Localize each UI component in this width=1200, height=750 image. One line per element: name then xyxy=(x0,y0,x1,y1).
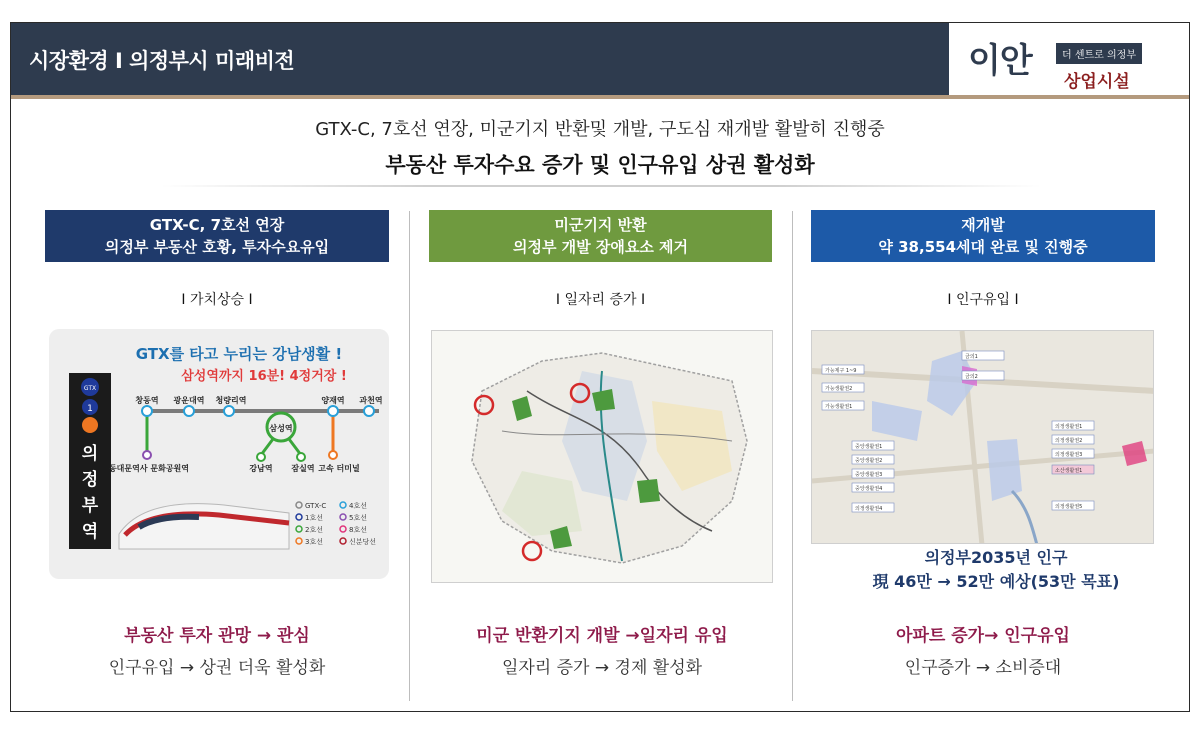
legend-label: 4호선 xyxy=(349,502,367,510)
legend-label: 1호선 xyxy=(305,514,323,522)
zone-label: 가능생활권1 xyxy=(825,404,853,410)
pillar-char-3: 부 xyxy=(81,496,99,516)
gtx-badge-text: GTX xyxy=(83,385,97,392)
station-label: 양재역 xyxy=(321,396,345,405)
banner-military-base xyxy=(429,210,772,262)
legend-marker xyxy=(296,538,302,544)
headline-line2: 부동산 투자수요 증가 및 인구유입 상권 활성화 xyxy=(385,153,815,177)
station-label: 과천역 xyxy=(359,396,383,405)
station-label-terminal: 고속 터미널 xyxy=(318,464,360,473)
station-label: 삼성역 xyxy=(269,424,293,433)
banner-military-line2: 의정부 개발 장애요소 제거 xyxy=(512,238,689,256)
zone-label: 의정생활권4 xyxy=(855,506,883,512)
conclusion-red-1: 부동산 투자 관망 → 관심 xyxy=(124,626,310,646)
legend-marker xyxy=(340,514,346,520)
station-label: 창동역 xyxy=(135,396,159,405)
legend-marker xyxy=(340,502,346,508)
logo-badge: 더 센트로 의정부 xyxy=(1056,43,1142,64)
banner-gtx-line1: GTX-C, 7호선 연장 xyxy=(149,216,285,234)
column-divider-1 xyxy=(409,211,410,701)
banner-redev-line2: 약 38,554세대 완료 및 진행중 xyxy=(878,238,1088,256)
station-label: 광운대역 xyxy=(173,396,205,405)
headline-divider xyxy=(161,185,1041,187)
banner-gtx xyxy=(45,210,389,262)
conclusion-gray-1: 인구유입 → 상권 더욱 활성화 xyxy=(108,658,326,678)
column-divider-2 xyxy=(792,211,793,701)
banner-redevelopment xyxy=(811,210,1155,262)
station-node xyxy=(328,406,338,416)
station-node xyxy=(184,406,194,416)
slide-frame xyxy=(10,22,1190,712)
conclusion-gray-3: 인구증가 → 소비증대 xyxy=(904,658,1062,678)
station-label-gangnam: 강남역 xyxy=(249,464,273,473)
zone xyxy=(987,439,1022,501)
legend-marker xyxy=(340,526,346,532)
legend-label: 3호선 xyxy=(305,538,323,546)
conclusion-red-2: 미군 반환기지 개발 →일자리 유입 xyxy=(476,626,728,646)
station-node xyxy=(364,406,374,416)
legend-marker xyxy=(296,514,302,520)
line1-badge-text: 1 xyxy=(87,404,93,414)
station-node xyxy=(257,453,265,461)
banner-military-line1: 미군기지 반환 xyxy=(554,216,647,234)
station-node xyxy=(224,406,234,416)
zone-label: 가능제구 1~9 xyxy=(825,368,857,374)
headline-line1: GTX-C, 7호선 연장, 미군기지 반환및 개발, 구도심 재개발 활발히 진행중 xyxy=(315,119,885,140)
station-node xyxy=(329,451,337,459)
header-accent-line xyxy=(11,95,1189,99)
redevelopment-map xyxy=(811,330,1154,544)
pillar-value-rise: I 가치상승 I xyxy=(181,292,253,308)
zone-label: 금의2 xyxy=(965,374,978,380)
zone-label: 금의1 xyxy=(965,354,978,360)
legend-label: GTX-C xyxy=(305,502,327,510)
base-site xyxy=(637,479,660,503)
pillar-population: I 인구유입 I xyxy=(947,292,1019,308)
legend-marker xyxy=(296,502,302,508)
station-node xyxy=(142,406,152,416)
gtx-infographic xyxy=(49,329,389,579)
zone-label: 가능생활권2 xyxy=(825,386,853,392)
zone-label: 중앙생활권2 xyxy=(855,458,883,464)
header-bar xyxy=(11,23,949,95)
population-stat-title: 의정부2035년 인구 xyxy=(924,548,1068,567)
legend-label: 5호선 xyxy=(349,514,367,522)
logo-main-text: 이안 xyxy=(968,41,1032,81)
legend-marker xyxy=(340,538,346,544)
logo-subtitle: 상업시설 xyxy=(1064,72,1130,92)
gtx-subtitle: 삼성역까지 16분! 4정거장 ! xyxy=(181,369,347,384)
page-title: 시장환경 I 의정부시 미래비전 xyxy=(29,49,295,73)
gtx-title: GTX를 타고 누리는 강남생활 ! xyxy=(135,345,343,363)
zone-label: 중앙생활권4 xyxy=(855,486,883,492)
station-label-dongdaemun: 동대문역사 문화공원역 xyxy=(108,464,190,473)
zone-label: 의정생활권2 xyxy=(1055,438,1083,444)
station-node xyxy=(143,451,151,459)
pillar-char-2: 정 xyxy=(81,470,99,490)
zone-label: 소산생활권1 xyxy=(1055,468,1083,474)
zone-label: 중앙생활권3 xyxy=(855,472,883,478)
zone-label: 의정생활권1 xyxy=(1055,424,1083,430)
conclusion-gray-2: 일자리 증가 → 경제 활성화 xyxy=(501,658,703,678)
pillar-char-1: 의 xyxy=(81,444,99,464)
zone-label: 의정생활권3 xyxy=(1055,452,1083,458)
legend-marker xyxy=(296,526,302,532)
zone-label: 중앙생활권1 xyxy=(855,444,883,450)
zone-label: 의정생활권5 xyxy=(1055,504,1083,510)
station-node xyxy=(297,453,305,461)
legend-label: 2호선 xyxy=(305,526,323,534)
uijeongbu-map xyxy=(431,330,773,583)
conclusion-red-3: 아파트 증가→ 인구유입 xyxy=(896,626,1070,646)
line-orange-badge-icon xyxy=(82,417,98,433)
population-stat-value: 現 46만 → 52만 예상(53만 목표) xyxy=(872,572,1120,591)
banner-gtx-line2: 의정부 부동산 호황, 투자수요유입 xyxy=(104,238,330,256)
pillar-char-4: 역 xyxy=(81,522,99,542)
station-label: 청량리역 xyxy=(215,396,247,405)
station-label-jamsil: 잠실역 xyxy=(291,464,315,473)
pillar-jobs: I 일자리 증가 I xyxy=(555,292,646,308)
legend-label: 신분당선 xyxy=(349,538,377,546)
banner-redev-line1: 재개발 xyxy=(961,216,1005,234)
legend-label: 8호선 xyxy=(349,526,367,534)
brand-logo xyxy=(956,29,1186,91)
